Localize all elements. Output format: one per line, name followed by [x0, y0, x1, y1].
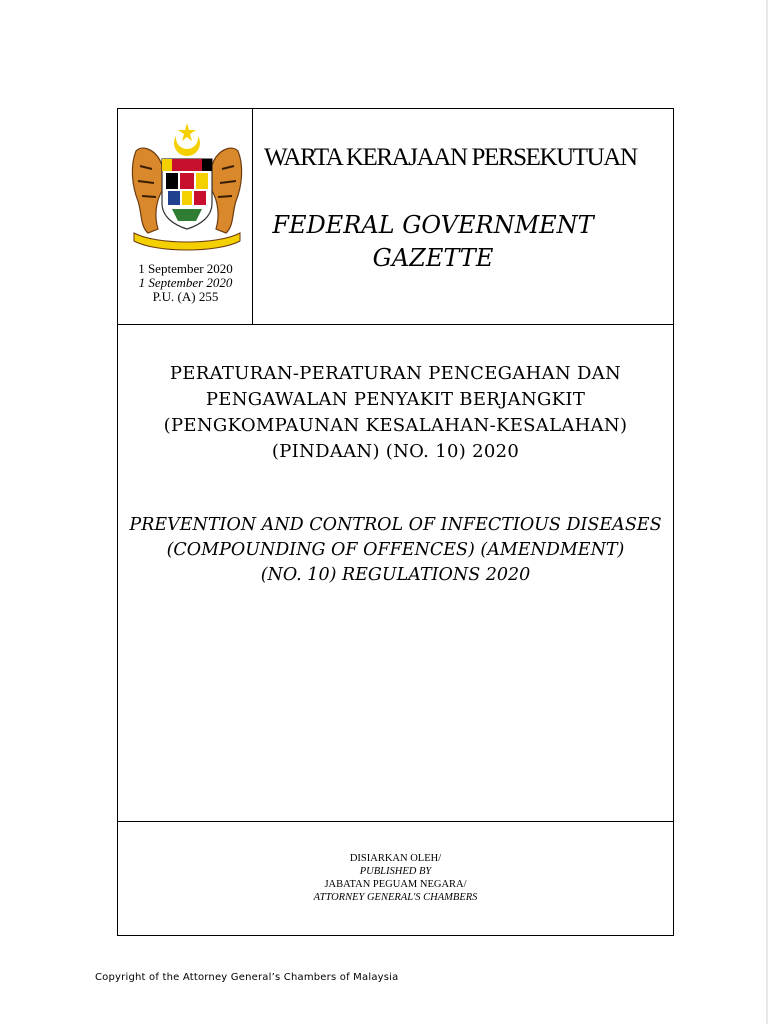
publisher-name-malay: JABATAN PEGUAM NEGARA/ — [324, 879, 467, 890]
crest-and-date-cell — [118, 109, 253, 324]
publisher-label-english: PUBLISHED BY — [359, 866, 432, 877]
title-english-line-2: GAZETTE — [372, 244, 494, 272]
title-malay: WARTA KERAJAAN PERSEKUTUAN — [264, 144, 637, 171]
regulation-english-line: (COMPOUNDING OF OFFENCES) (AMENDMENT) — [166, 540, 625, 560]
copyright-notice: Copyright of the Attorney General’s Chambers of Malaysia — [95, 972, 399, 983]
publisher-label-malay: DISIARKAN OLEH/ — [349, 853, 442, 864]
publisher-section — [118, 821, 673, 936]
gazette-header — [118, 109, 673, 325]
title-english-line-1: FEDERAL GOVERNMENT — [272, 211, 594, 239]
date-english: 1 September 2020 — [138, 275, 233, 290]
regulation-malay-line: (PINDAAN) (NO. 10) 2020 — [271, 441, 520, 462]
gazette-cover-frame — [117, 108, 674, 936]
publisher-name-english: ATTORNEY GENERAL'S CHAMBERS — [313, 892, 478, 903]
regulation-english-line: (NO. 10) REGULATIONS 2020 — [260, 565, 531, 585]
regulation-malay-line: PENGAWALAN PENYAKIT BERJANGKIT — [205, 389, 586, 410]
regulation-malay-line: PERATURAN-PERATURAN PENCEGAHAN DAN — [169, 363, 622, 384]
regulation-title-malay — [118, 361, 673, 465]
malaysia-coat-of-arms-icon — [126, 121, 248, 253]
date-malay: 1 September 2020 — [138, 261, 233, 276]
regulation-english-line: PREVENTION AND CONTROL OF INFECTIOUS DISEASES — [129, 515, 662, 535]
date-block — [118, 262, 253, 304]
reference-number: P.U. (A) 255 — [152, 289, 219, 304]
title-english — [264, 209, 602, 275]
publisher-block — [118, 852, 673, 904]
regulation-title-english — [118, 513, 673, 588]
regulation-malay-line: (PENGKOMPAUNAN KESALAHAN-KESALAHAN) — [163, 415, 628, 436]
